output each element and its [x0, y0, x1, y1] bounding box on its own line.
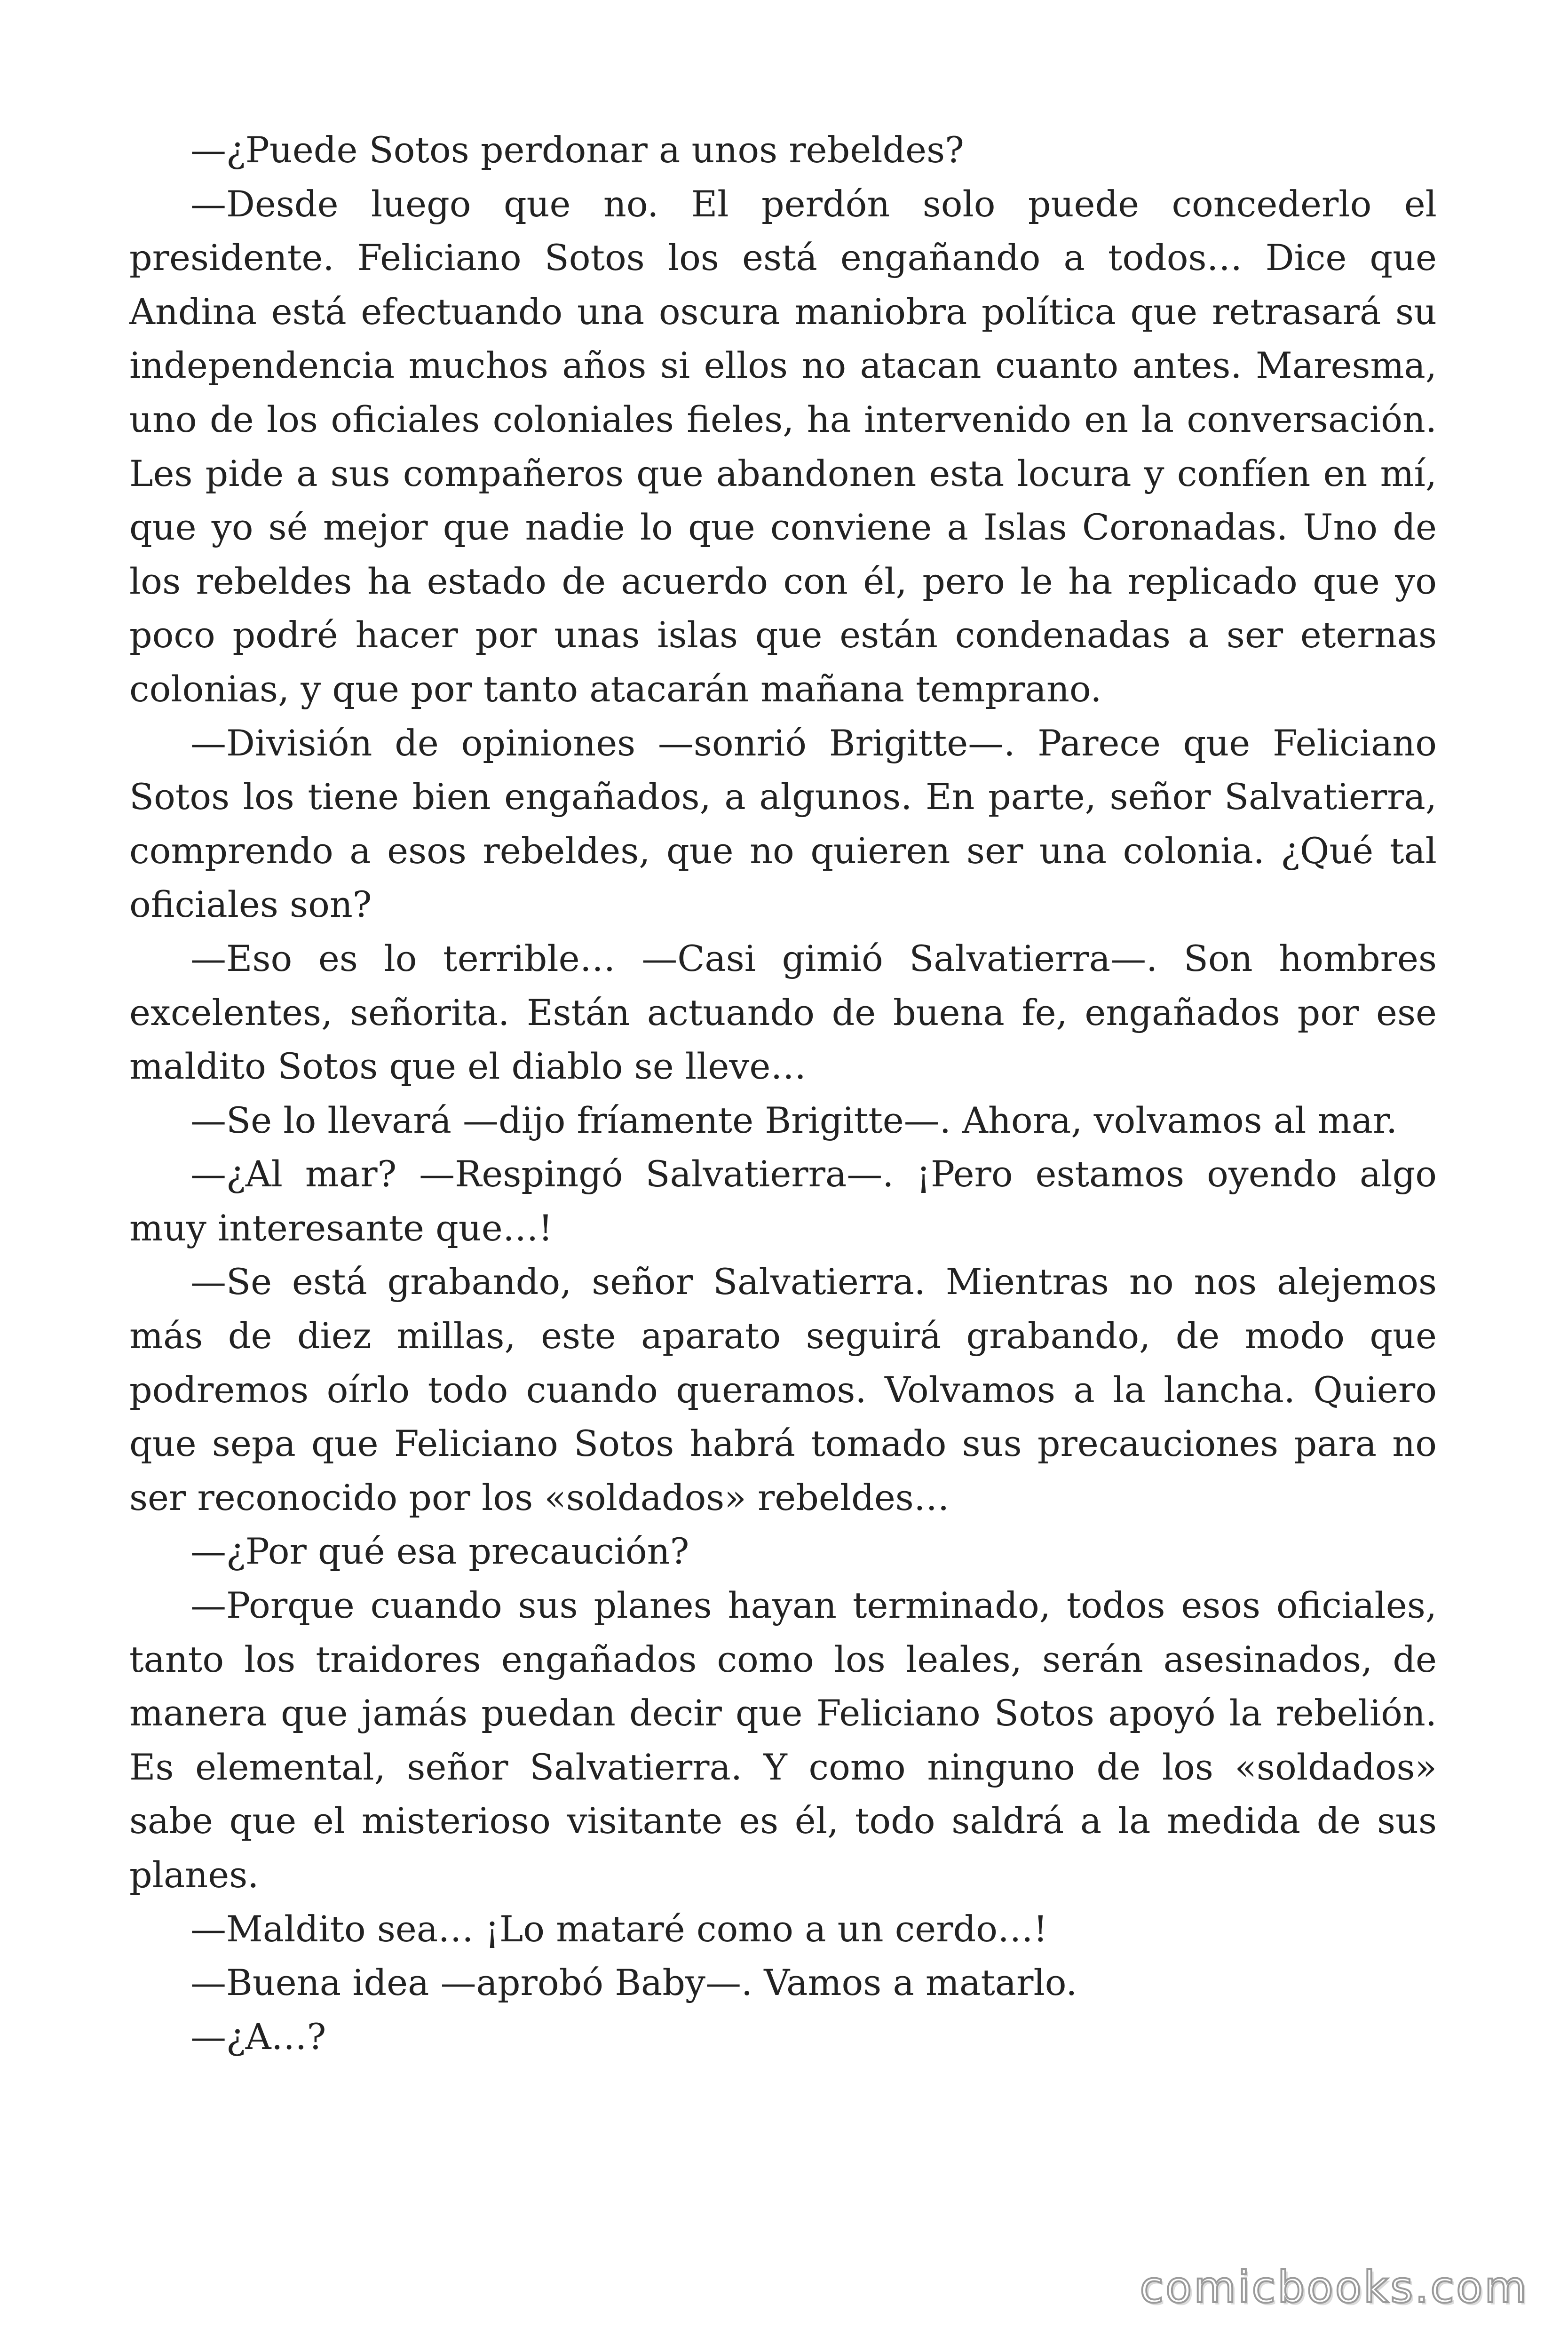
- paragraph: —Se lo llevará —dijo fríamente Brigitte—. Ahora, volvamos al mar.: [190, 1099, 1398, 1141]
- watermark: comicbooks.com: [1140, 2262, 1528, 2312]
- paragraph: —Porque cuando sus planes hayan terminado, todos esos oficiales, tanto los traidores engañados como los leales, serán asesinados, de manera que jamás puedan decir que Feliciano Sotos apoyó la rebelión. Es elemental, señor Salvatierra. Y como ninguno de los «soldados» sabe que el misterioso visitante es él, todo saldrá a la medida de sus planes.: [129, 1584, 1437, 1896]
- paragraph: —Maldito sea… ¡Lo mataré como a un cerdo…!: [190, 1907, 1048, 1950]
- paragraph: —Desde luego que no. El perdón solo puede concederlo el presidente. Feliciano Sotos los está engañando a todos… Dice que Andina está efectuando una oscura maniobra política que retrasará su independencia muchos años si ellos no atacan cuanto antes. Maresma, uno de los oficiales coloniales fieles, ha intervenido en la conversación. Les pide a sus compañeros que abandonen esta locura y confíen en mí, que yo sé mejor que nadie lo que conviene a Islas Coronadas. Uno de los rebeldes ha estado de acuerdo con él, pero le ha replicado que yo poco podré hacer por unas islas que están condenadas a ser eternas colonias, y que por tanto atacarán mañana temprano.: [129, 183, 1437, 710]
- paragraph: —Eso es lo terrible… —Casi gimió Salvatierra—. Son hombres excelentes, señorita. Están actuando de buena fe, engañados por ese maldito Sotos que el diablo se lleve…: [129, 937, 1437, 1088]
- paragraph: —Buena idea —aprobó Baby—. Vamos a matarlo.: [190, 1962, 1077, 2004]
- body-text: [129, 123, 1437, 2064]
- paragraph: —¿A…?: [190, 2015, 326, 2058]
- paragraph: —¿Puede Sotos perdonar a unos rebeldes?: [190, 129, 964, 171]
- paragraph: —¿Al mar? —Respingó Salvatierra—. ¡Pero estamos oyendo algo muy interesante que…!: [129, 1153, 1437, 1249]
- paragraph: —Se está grabando, señor Salvatierra. Mientras no nos alejemos más de diez millas, este aparato seguirá grabando, de modo que podremos oírlo todo cuando queramos. Volvamos a la lancha. Quiero que sepa que Feliciano Sotos habrá tomado sus precauciones para no ser reconocido por los «soldados» rebeldes…: [129, 1261, 1437, 1518]
- paragraph: —¿Por qué esa precaución?: [190, 1530, 689, 1573]
- paragraph: —División de opiniones —sonrió Brigitte—. Parece que Feliciano Sotos los tiene bien engañados, a algunos. En parte, señor Salvatierra, comprendo a esos rebeldes, que no quieren ser una colonia. ¿Qué tal oficiales son?: [129, 722, 1437, 926]
